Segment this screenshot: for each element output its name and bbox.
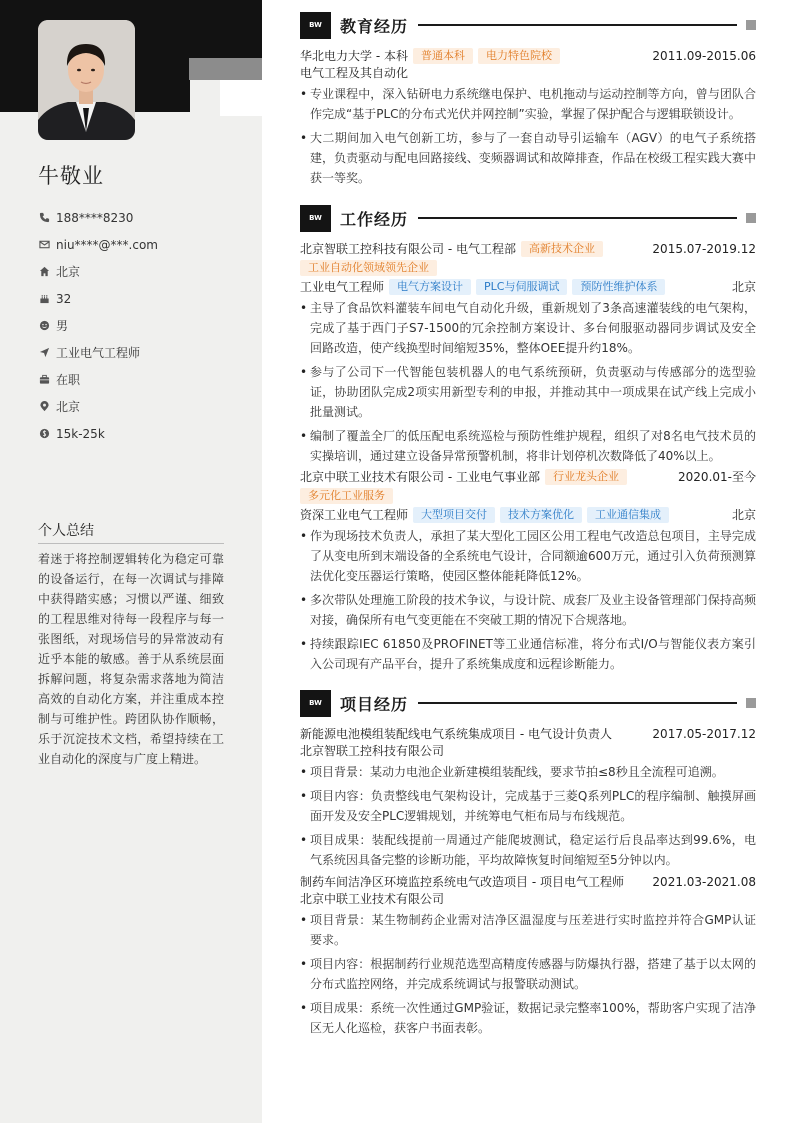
- list-item: • 项目背景：某生物制药企业需对洁净区温湿度与压差进行实时监控并符合GMP认证要求。: [300, 910, 756, 950]
- skill-tag: 工业通信集成: [587, 507, 669, 523]
- info-gender-text: 男: [56, 319, 69, 333]
- section-end-square: [746, 698, 756, 708]
- job-title: 资深工业电气工程师: [300, 508, 409, 522]
- company-tag: 多元化工业服务: [300, 488, 393, 504]
- project-entry: [300, 724, 756, 874]
- mail-icon: [38, 239, 50, 251]
- project-org: 北京智联工控科技有限公司: [300, 744, 445, 758]
- school-tag: 电力特色院校: [478, 48, 560, 64]
- section-divider-line: [418, 24, 737, 26]
- school-name: 华北电力大学 - 本科: [300, 49, 408, 63]
- work-city: 北京: [731, 280, 756, 294]
- sidebar-accent-white: [220, 80, 262, 116]
- info-gender: [38, 312, 248, 339]
- project-header-row: [300, 724, 756, 743]
- section-divider-line: [418, 702, 737, 704]
- work-entry: [300, 239, 756, 470]
- gender-icon: [38, 320, 50, 332]
- company-name: 北京中联工业技术有限公司 - 工业电气事业部: [300, 470, 540, 484]
- list-item: • 参与了公司下一代智能包装机器人的电气系统预研，负责驱动与传感部分的选型验证，协助团队完成2项实用新型专利的申报，并推动其中一项成果在试产线上完成小批量测试。: [300, 362, 756, 422]
- education-section-title: 教育经历: [340, 16, 409, 36]
- work-section-title: 工作经历: [340, 209, 409, 229]
- info-salary-text: 15k-25k: [56, 426, 105, 441]
- avatar-portrait: [38, 20, 135, 140]
- list-item: • 专业课程中，深入钻研电力系统继电保护、电机拖动与运动控制等方向，曾与团队合作完成“基于PLC的分布式光伏并网控制”实验，掌握了保护配合与逻辑联锁设计。: [300, 84, 756, 124]
- skill-tag: PLC与伺服调试: [476, 279, 567, 295]
- project-name: 新能源电池模组装配线电气系统集成项目 - 电气设计负责人: [300, 727, 612, 741]
- list-item: • 项目内容：根据制药行业规范选型高精度传感器与防爆执行器，搭建了基于以太网的分布式监控网络，并完成系统调试与报警联动测试。: [300, 954, 756, 994]
- info-salary: [38, 420, 248, 447]
- skill-tag: 技术方案优化: [500, 507, 582, 523]
- section-badge: BW: [300, 205, 331, 232]
- project-org: 北京中联工业技术有限公司: [300, 892, 445, 906]
- contact-info-list: [38, 204, 248, 447]
- education-major: 电气工程及其自动化: [300, 66, 409, 80]
- education-entry: [300, 46, 756, 192]
- briefcase-icon: [38, 374, 50, 386]
- skill-tag: 电气方案设计: [389, 279, 471, 295]
- list-item: • 项目背景：某动力电池企业新建模组装配线，要求节拍≤8秒且全流程可追溯。: [300, 762, 756, 782]
- list-item: • 主导了食品饮料灌装车间电气自动化升级，重新规划了3条高速灌装线的电气架构，完成了基于西门子S7-1500的冗余控制方案设计、多台伺服驱动器同步调试及安全回路改造，使产线换型时间缩短35%，整体OEE提升约18%。: [300, 298, 756, 358]
- info-phone-text: 188****8230: [56, 210, 134, 225]
- section-end-square: [746, 213, 756, 223]
- section-badge: BW: [300, 690, 331, 717]
- work-company-tag-row: [300, 486, 756, 505]
- info-age-text: 32: [56, 291, 72, 306]
- list-item: • 项目内容：负责整线电气架构设计，完成基于三菱Q系列PLC的程序编制、触摸屏画面开发及安全PLC逻辑规划，并统筹电气柜布局与布线规范。: [300, 786, 756, 826]
- work-entry: [300, 467, 756, 678]
- info-phone: [38, 204, 248, 231]
- project-date: 2017.05-2017.12: [652, 726, 756, 741]
- education-section-header: [300, 11, 756, 39]
- work-company-row: [300, 239, 756, 258]
- salary-icon: [38, 428, 50, 440]
- candidate-name: 牛敬业: [38, 164, 104, 188]
- school-tag: 普通本科: [413, 48, 473, 64]
- info-residence: [38, 258, 248, 285]
- company-tag: 行业龙头企业: [545, 469, 627, 485]
- list-item: • 大二期间加入电气创新工坊，参与了一套自动导引运输车（AGV）的电气子系统搭建，负责驱动与配电回路接线、变频器调试和故障排查，作品在校级工程实践大赛中获一等奖。: [300, 128, 756, 188]
- info-target-city: [38, 393, 248, 420]
- summary-text: 着迷于将控制逻辑转化为稳定可靠的设备运行，在每一次调试与排障中获得踏实感；习惯以严谨、细致的工程思维对待每一段程序与每一张图纸，对现场信号的异常波动有近乎本能的敏感。善于从系统层面拆解问题，将复杂需求落地为简洁高效的自动化方案，并注重成本控制与可维护性。跨团队协作顺畅，乐于沉淀技术文档，希望持续在工业自动化的深度与广度上精进。: [38, 552, 224, 766]
- work-date: 2015.07-2019.12: [652, 241, 756, 256]
- work-date: 2020.01-至今: [678, 470, 756, 484]
- phone-icon: [38, 212, 50, 224]
- sidebar: [0, 0, 262, 1123]
- job-title: 工业电气工程师: [300, 280, 385, 294]
- summary-heading: 个人总结: [38, 520, 224, 544]
- project-entry: [300, 872, 756, 1042]
- info-email-text: niu****@***.com: [56, 237, 158, 252]
- list-item: • 项目成果：装配线提前一周通过产能爬坡测试，稳定运行后良品率达到99.6%，电气系统因具备完整的诊断功能，平均故障恢复时间缩短至5分钟以内。: [300, 830, 756, 870]
- info-email: [38, 231, 248, 258]
- project-name: 制药车间洁净区环境监控系统电气改造项目 - 项目电气工程师: [300, 875, 624, 889]
- info-status-text: 在职: [56, 373, 81, 387]
- section-end-square: [746, 20, 756, 30]
- location-pin-icon: [38, 401, 50, 413]
- education-bullets: [300, 84, 756, 188]
- work-company-tag-row: [300, 258, 756, 277]
- work-role-row: [300, 277, 756, 296]
- projects-section-header: [300, 689, 756, 717]
- company-tag: 高新技术企业: [521, 241, 603, 257]
- work-bullets: [300, 526, 756, 674]
- work-bullets: [300, 298, 756, 466]
- list-item: • 作为现场技术负责人，承担了某大型化工园区公用工程电气改造总包项目，主导完成了从变电所到末端设备的全系统电气设计，合同额逾600万元，通过引入负荷预测算法优化变压器运行策略，使园区整体能耗降低12%。: [300, 526, 756, 586]
- cake-icon: [38, 293, 50, 305]
- info-position: [38, 339, 248, 366]
- project-bullets: [300, 910, 756, 1038]
- work-city: 北京: [731, 508, 756, 522]
- work-role-row: [300, 505, 756, 524]
- info-position-text: 工业电气工程师: [56, 346, 141, 360]
- section-badge: BW: [300, 12, 331, 39]
- projects-section-title: 项目经历: [340, 694, 409, 714]
- home-icon: [38, 266, 50, 278]
- work-section-header: [300, 204, 756, 232]
- work-company-row: [300, 467, 756, 486]
- list-item: • 编制了覆盖全厂的低压配电系统巡检与预防性维护规程，组织了对8名电气技术员的实操培训，通过建立设备异常预警机制，将非计划停机次数降低了40%以上。: [300, 426, 756, 466]
- send-icon: [38, 347, 50, 359]
- project-header-row: [300, 872, 756, 891]
- skill-tag: 预防性维护体系: [572, 279, 665, 295]
- info-status: [38, 366, 248, 393]
- skill-tag: 大型项目交付: [413, 507, 495, 523]
- info-target-city-text: 北京: [56, 400, 81, 414]
- company-tag: 工业自动化领域领先企业: [300, 260, 437, 276]
- sidebar-accent-gray: [189, 58, 262, 80]
- list-item: • 项目成果：系统一次性通过GMP验证，数据记录完整率100%，帮助客户实现了洁净区无人化巡检，获客户书面表彰。: [300, 998, 756, 1038]
- section-divider-line: [418, 217, 737, 219]
- education-header-row: [300, 46, 756, 65]
- avatar: [38, 20, 135, 140]
- info-age: [38, 285, 248, 312]
- project-date: 2021.03-2021.08: [652, 874, 756, 889]
- company-name: 北京智联工控科技有限公司 - 电气工程部: [300, 242, 516, 256]
- list-item: • 多次带队处理施工阶段的技术争议，与设计院、成套厂及业主设备管理部门保持高频对接，确保所有电气变更能在不突破工期的情况下合规落地。: [300, 590, 756, 630]
- list-item: • 持续跟踪IEC 61850及PROFINET等工业通信标准，将分布式I/O与智能仪表方案引入公司现有产品平台，提升了系统集成度和远程诊断能力。: [300, 634, 756, 674]
- project-bullets: [300, 762, 756, 870]
- education-date: 2011.09-2015.06: [652, 48, 756, 63]
- info-residence-text: 北京: [56, 265, 81, 279]
